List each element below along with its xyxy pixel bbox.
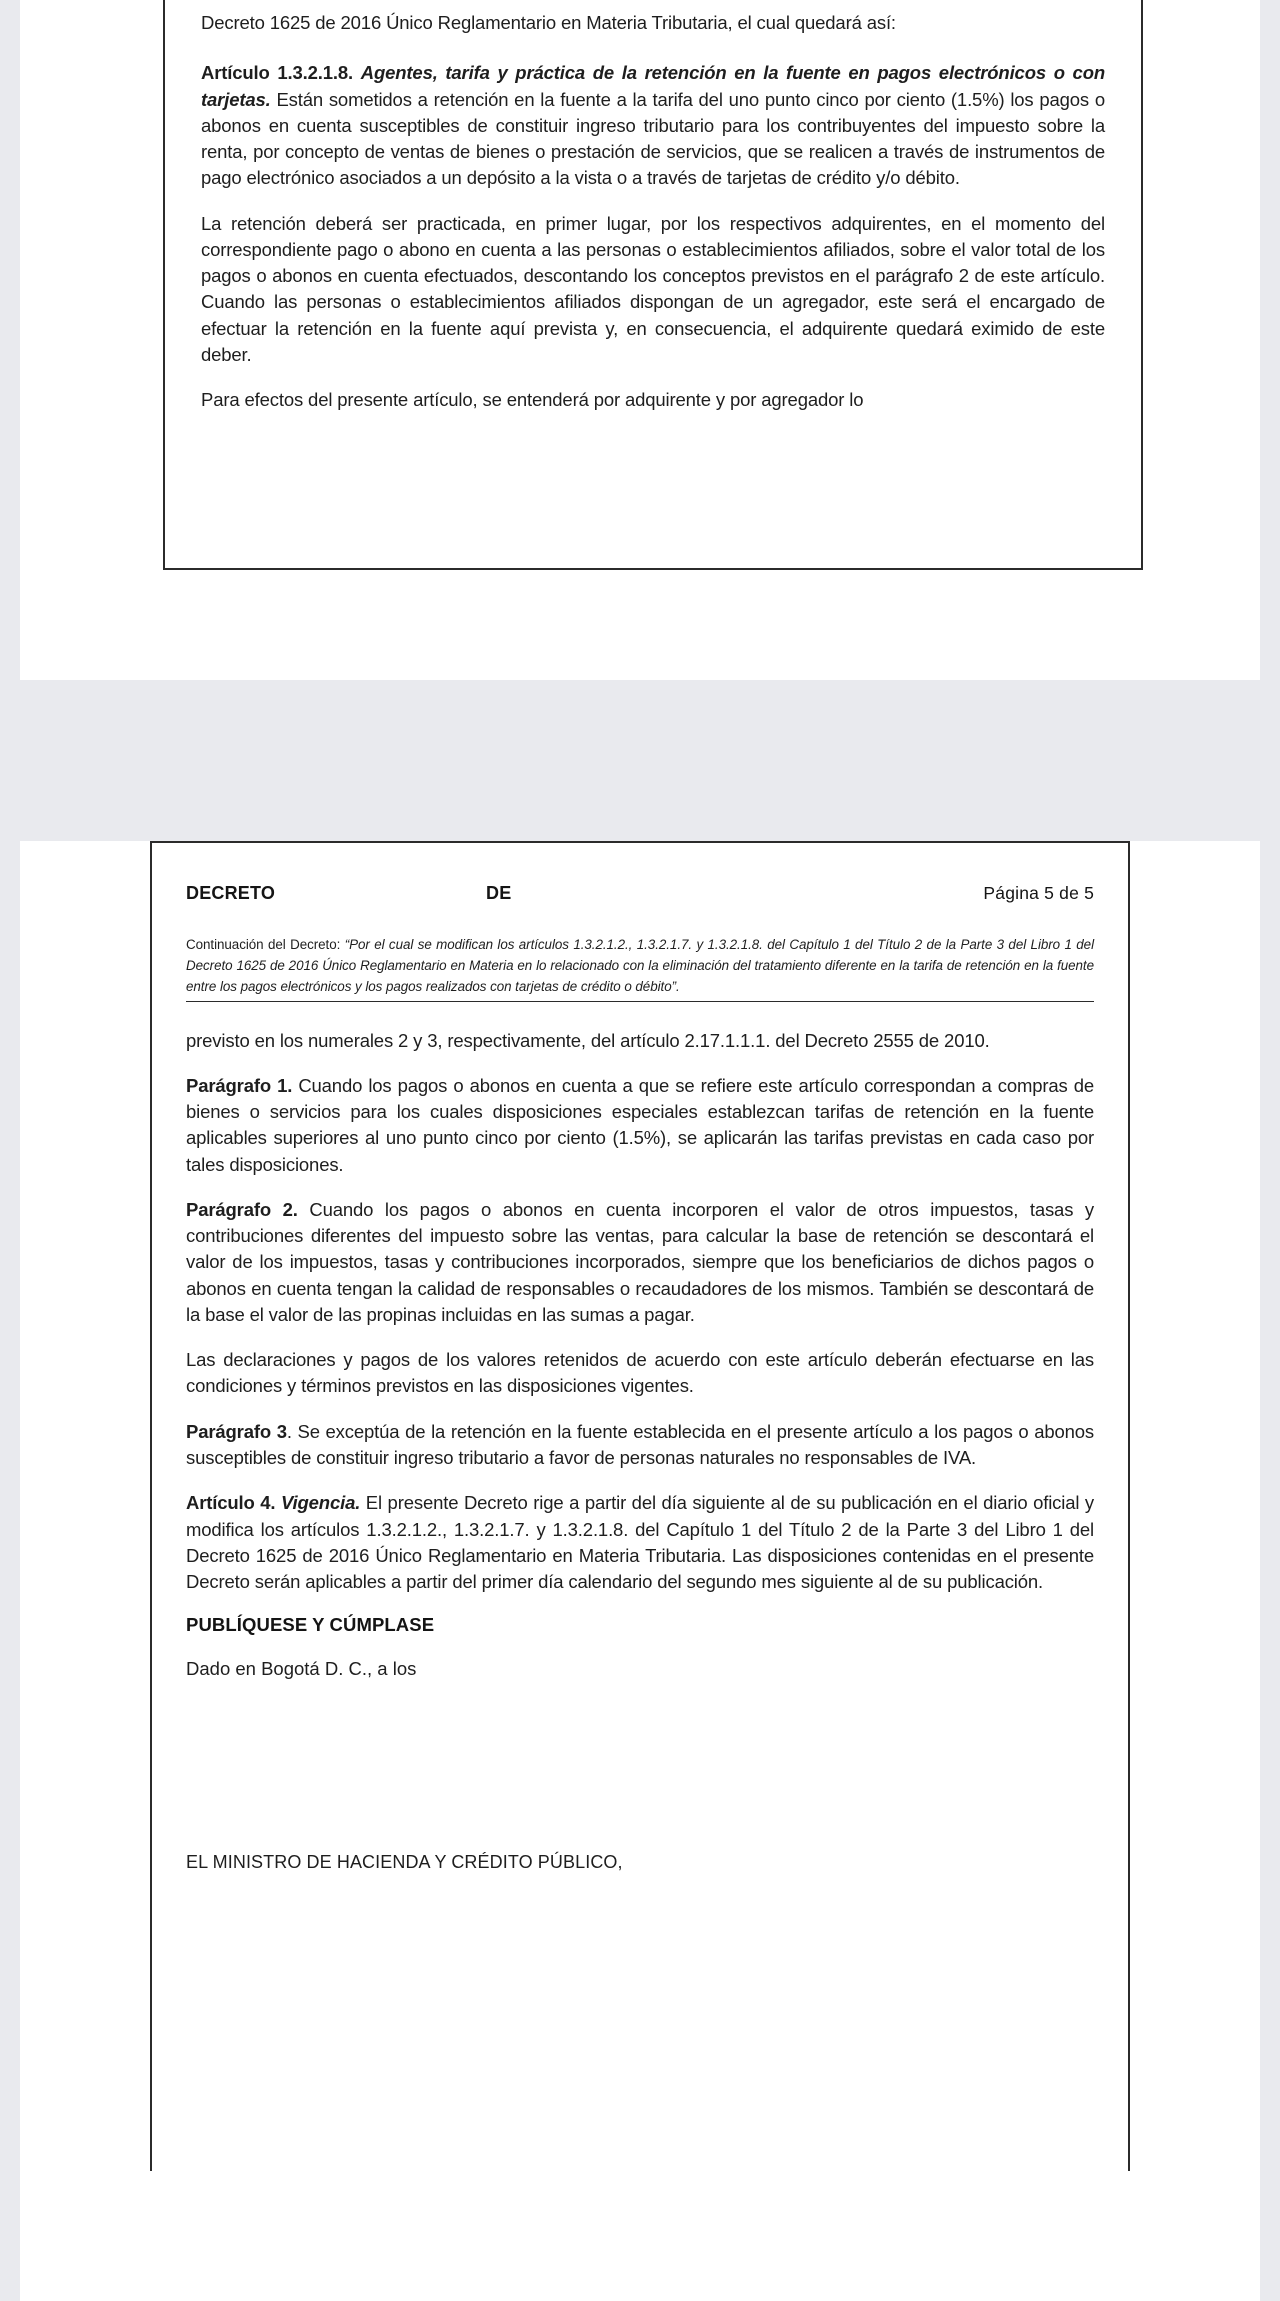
article-4-title: Vigencia. (275, 1492, 361, 1514)
page-separator (0, 680, 1280, 708)
paragraph-3-label: Parágrafo 3 (186, 1420, 287, 1442)
header-decreto-label: DECRETO (186, 883, 276, 903)
page1-article-paragraph (201, 60, 1105, 191)
page1-cut-line: Decreto 1625 de 2016 Único Reglamentario en Materia Tributaria, el cual quedará así: (201, 12, 896, 33)
declarations-paragraph: Las declaraciones y pagos de los valores retenidos de acuerdo con este artículo deberán efectuarse en las condiciones y términos previstos en las disposiciones vigentes. (186, 1349, 1094, 1397)
continuation-prefix: Continuación del Decreto: (186, 937, 345, 952)
paragraph-2-label: Parágrafo 2. (186, 1198, 298, 1220)
decree-frame-page-2 (150, 841, 1130, 2171)
header-de-label: DE (486, 883, 512, 903)
page1-paragraph-2: La retención deberá ser practicada, en primer lugar, por los respectivos adquirentes, en el momento del correspondiente pago o abono en cuenta a las personas o establecimientos afiliados, sobre el valor total de los pagos o abonos en cuenta efectuados, descontando los conceptos previstos en el parágrafo 2 de este artículo. Cuando las personas o establecimientos afiliados dispongan de un agregador, este será el encargado de efectuar la retención en la fuente aquí prevista y, en consecuencia, el adquirente quedará eximido de este deber. (201, 212, 1105, 365)
paragraph-2 (186, 1197, 1094, 1328)
page-number-label: Página 5 de 5 (983, 883, 1094, 903)
signature-space (186, 1702, 1094, 1852)
page-sheet-1 (20, 0, 1260, 680)
paragraph-3 (186, 1419, 1094, 1472)
paragraph-1 (186, 1073, 1094, 1178)
decree-frame-page-1 (163, 0, 1143, 570)
page1-paragraph-3: Para efectos del presente artículo, se entenderá por adquirente y por agregador lo (201, 389, 864, 411)
article-4-label: Artículo 4. (186, 1492, 276, 1514)
article-body: Están sometidos a retención en la fuente a la tarifa del uno punto cinco por ciento (1.5%) los pagos o abonos en cuenta susceptibles de constituir ingreso tributario para los contribuyentes del impuesto sobre la renta, por concepto de ventas de bienes o prestación de servicios, que se realicen a través de instrumentos de pago electrónico asociados a un depósito a la vista o a través de tarjetas de crédito y/o débito. (201, 88, 1105, 189)
paragraph-1-body: Cuando los pagos o abonos en cuenta a que se refiere este artículo correspondan a compras de bienes o servicios para los cuales disposiciones especiales establezcan tarifas de retención en la fuente aplicables superiores al uno punto cinco por ciento (1.5%), se aplicarán las tarifas previstas en cada caso por tales disposiciones. (186, 1074, 1094, 1175)
article-number: Artículo 1.3.2.1.8. (201, 62, 354, 84)
document-header-row (186, 883, 1094, 904)
paragraph-1-label: Parágrafo 1. (186, 1074, 293, 1096)
dateline: Dado en Bogotá D. C., a los (186, 1658, 417, 1680)
paragraph-3-body: . Se exceptúa de la retención en la fuente establecida en el presente artículo a los pagos o abonos susceptibles de constituir ingreso tributario a favor de personas naturales no responsables de IVA. (186, 1420, 1094, 1468)
continuation-note (186, 934, 1094, 1002)
lead-paragraph: previsto en los numerales 2 y 3, respectivamente, del artículo 2.17.1.1.1. del Decreto 2555 de 2010. (186, 1029, 990, 1051)
continuation-quote: “Por el cual se modifican los artículos 1.3.2.1.2., 1.3.2.1.7. y 1.3.2.1.8. del Capítulo 1 del Título 2 de la Parte 3 del Libro 1 del Decreto 1625 de 2016 Único Reglamentario en Materia en lo relacionado con la eliminación del tratamiento diferente en la tarifa de retención en la fuente entre los pagos electrónicos y los pagos realizados con tarjetas de crédito o débito”. (186, 937, 1094, 995)
article-4 (186, 1490, 1094, 1595)
article-4-body: El presente Decreto rige a partir del día siguiente al de su publicación en el diario oficial y modifica los artículos 1.3.2.1.2., 1.3.2.1.7. y 1.3.2.1.8. del Capítulo 1 del Título 2 de la Parte 3 del Libro 1 del Decreto 1625 de 2016 Único Reglamentario en Materia Tributaria. Las disposiciones contenidas en el presente Decreto serán aplicables a partir del primer día calendario del segundo mes siguiente al de su publicación. (186, 1492, 1095, 1593)
minister-signature-label: EL MINISTRO DE HACIENDA Y CRÉDITO PÚBLICO, (186, 1852, 623, 1873)
publish-heading: PUBLÍQUESE Y CÚMPLASE (186, 1614, 435, 1636)
article-title: Agentes, tarifa y práctica de la retención en la fuente en pagos electrónicos o con tarjetas. (201, 62, 1105, 110)
paragraph-2-body: Cuando los pagos o abonos en cuenta incorporen el valor de otros impuestos, tasas y contribuciones diferentes del impuesto sobre las ventas, para calcular la base de retención se descontará el valor de los impuestos, tasas y contribuciones incorporados, siempre que los beneficiarios de dichos pagos o abonos en cuenta tengan la calidad de responsables o recaudadores de los mismos. También se descontará de la base el valor de las propinas incluidas en las sumas a pagar. (186, 1198, 1094, 1325)
page-sheet-2 (20, 841, 1260, 2301)
